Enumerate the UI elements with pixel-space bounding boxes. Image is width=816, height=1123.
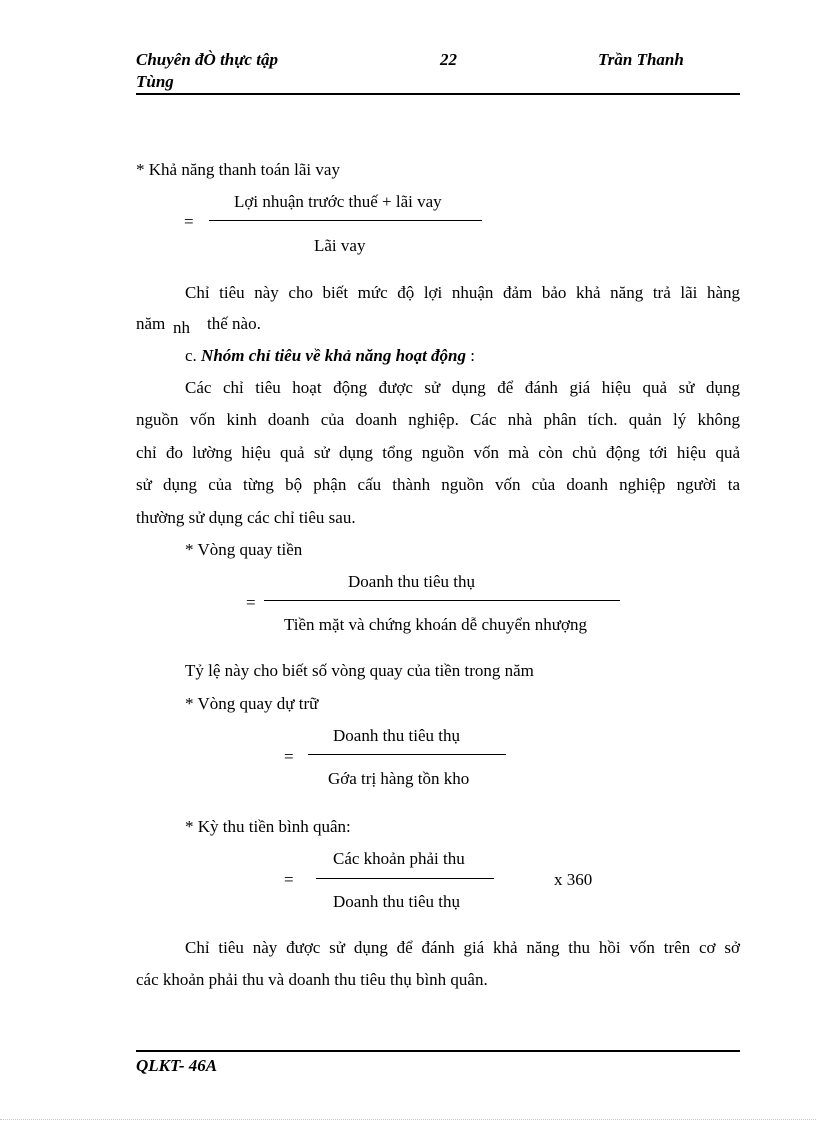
paragraph-1-line-2a: năm xyxy=(136,314,166,333)
header-author: Trần Thanh xyxy=(598,50,684,69)
paragraph-1-line-1: Chỉ tiêu này cho biết mức độ lợi nhuận đảm bảo khả năng trả lãi hàng xyxy=(185,283,740,302)
page-edge-divider xyxy=(0,1119,816,1120)
cash-turnover-denominator: Tiền mặt và chứng khoán dễ chuyển nhượng xyxy=(284,615,587,634)
interest-coverage-numerator: Lợi nhuận trước thuế + lãi vay xyxy=(234,192,442,211)
cash-turnover-numerator: Doanh thu tiêu thụ xyxy=(348,572,476,591)
paragraph-2-line-5: thường sử dụng các chỉ tiêu sau. xyxy=(136,508,356,527)
inventory-turnover-title: * Vòng quay dự trữ xyxy=(185,694,319,713)
collection-period-fraction-bar xyxy=(316,878,494,879)
collection-period-multiplier: x 360 xyxy=(554,870,593,889)
paragraph-1-line-2b: nh xyxy=(173,318,190,337)
interest-coverage-title: * Khả năng thanh toán lãi vay xyxy=(136,160,340,179)
cash-turnover-equals: = xyxy=(246,593,256,612)
interest-coverage-denominator: Lãi vay xyxy=(314,236,366,255)
paragraph-2-line-4: sử dụng của từng bộ phận cấu thành nguồn vốn của doanh nghiệp người ta xyxy=(136,475,740,494)
footer-label: QLKT- 46A xyxy=(136,1056,218,1075)
inventory-turnover-denominator: Gớa trị hàng tồn kho xyxy=(328,769,470,788)
paragraph-2-line-3: chỉ đo lường hiệu quả sử dụng tổng nguồn vốn mà còn chủ động tới hiệu quả xyxy=(136,443,740,462)
cash-turnover-fraction-bar xyxy=(264,600,620,601)
inventory-turnover-numerator: Doanh thu tiêu thụ xyxy=(333,726,461,745)
paragraph-3-line-2: các khoản phải thu và doanh thu tiêu thụ bình quân. xyxy=(136,970,488,989)
section-heading-title: Nhóm chỉ tiêu về khả năng hoạt động xyxy=(201,346,467,365)
section-heading-suffix: : xyxy=(470,346,475,365)
inventory-turnover-equals: = xyxy=(284,747,294,766)
collection-period-numerator: Các khoản phải thu xyxy=(333,849,465,868)
interest-coverage-equals: = xyxy=(184,212,194,231)
collection-period-equals: = xyxy=(284,870,294,889)
page-number: 22 xyxy=(440,50,457,69)
header-title-continued: Tùng xyxy=(136,72,174,91)
header-title: Chuyên đÒ thực tập xyxy=(136,50,278,69)
paragraph-2-line-1: Các chỉ tiêu hoạt động được sử dụng để đánh giá hiệu quả sử dụng xyxy=(185,378,740,397)
interest-coverage-fraction-bar xyxy=(209,220,482,221)
cash-turnover-note: Tỷ lệ này cho biết số vòng quay của tiền trong năm xyxy=(185,661,534,680)
collection-period-title: * Kỳ thu tiền bình quân: xyxy=(185,817,351,836)
footer-rule xyxy=(136,1050,740,1052)
section-heading-prefix: c. xyxy=(185,346,197,365)
paragraph-2-line-2: nguồn vốn kinh doanh của doanh nghiệp. Các nhà phân tích. quản lý không xyxy=(136,410,740,429)
paragraph-3-line-1: Chỉ tiêu này được sử dụng để đánh giá khả năng thu hồi vốn trên cơ sở xyxy=(185,938,740,957)
section-heading-c xyxy=(185,346,475,366)
collection-period-denominator: Doanh thu tiêu thụ xyxy=(333,892,461,911)
paragraph-1-line-2c: thế nào. xyxy=(207,314,261,333)
cash-turnover-title: * Vòng quay tiền xyxy=(185,540,303,559)
header-rule xyxy=(136,93,740,95)
inventory-turnover-fraction-bar xyxy=(308,754,506,755)
